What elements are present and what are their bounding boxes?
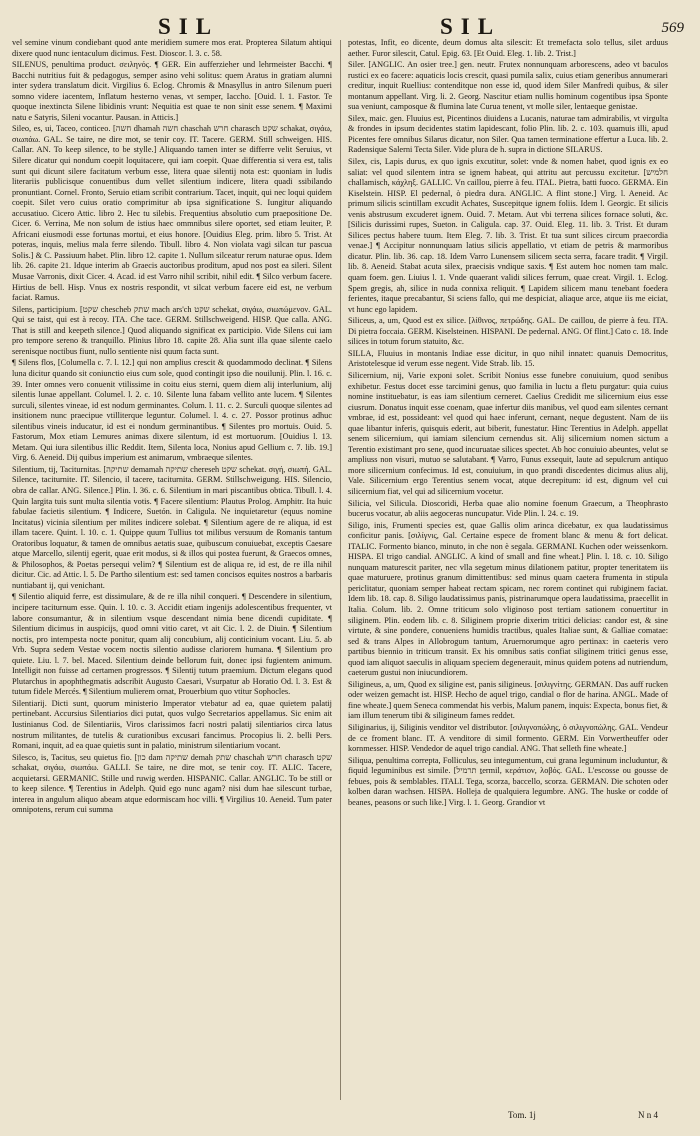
page-number: 569 xyxy=(661,20,684,36)
header-right-word: SIL xyxy=(440,14,502,39)
entry-paragraph: Silentiarij. Dicti sunt, quorum ministerio Imperator vtebatur ad ea, quae quietem palatij pertinebant. Accursius Silentiarios dici putat, quos vulgo Secretarios appellamus. Sic enim ait Iustinianus Cod. de Silentiariis, Viros clarissimos facri nostri palatij silentiarios circa latus nostrum militantes, de tutelis & curationibus excusari fancimus. Procopius li. 2. belli Pers. Romani, inquit, ad ea quae quietis sunt in palatio, ministrum silentiarium vocant. xyxy=(12,698,332,751)
entry-paragraph: ¶ Silens flos, [Columella c. 7. l. 12.] qui non amplius crescit & quodammodo declinat. ¶ Silens luna dicitur quando sit coniunctio eius cum sole, quod contingit ipso die nouilunij. Plin. l. 16. c. 39. Inter omnes vero conuenit vtilissime in coitu eius sterni, quem diem alij interlunium, alij silentis lunae appellant. Columel. l. 2. c. 10. Silente luna fabam vellito ante lucem. ¶ Silentes surculi, silentes vineae, id est nodum germinantes. Colum. l. 11. c. 2. Surculi quoque silentes ad insitionem nunc praecipue vtilliterque leguntur. Columel. l. 4. c. 27. Possor protinus adhuc silentibus vineis inducatur, id est ei nondum germinantibus. ¶ Silentes pro mortuis. Ouid. 5. Fastorum, Mox etiam Lemures animas dixere silentum, id est mortuorum. [Ouidius l. 13. Metam. Qui iura silentibus illic Reddit. Item, Silenta loca, Nonius apud Gellium c. 7. lib. 19.] Virg. 6. Aeneid. Dij quibus imperium est animarum, vmbraeque silentes. xyxy=(12,358,332,463)
left-column xyxy=(12,38,332,1103)
right-column xyxy=(348,38,668,1103)
entry-paragraph: vel semine vinum condiebant quod ante meridiem sumere mos erat. Propterea Silatum ahtiqui dixere quod nunc ientaculum dicimus. Fest. Dioscor. l. 3. c. 58. xyxy=(12,38,332,58)
entry-paragraph: Silens, participium. [שקט chescheb שתק mach ars'ch שקט schekat, σιγάω, σιωπώμενον. GAL. Qui se taist, qui est à recoy. ITA. Che tace. GERM. Stillschweigend. HISP. Que calla. ANG. That is still and keepeth silence.] Quod aliquando significat ex participio. Vide Silens cui iam pro tempore sereno & tranquillo. Plinius libro 18. capite 28. Alia sunt illa quae silente caelo serenisque noctibus fiunt, nullo sentiente nisi quum facta sunt. xyxy=(12,304,332,356)
entry-paragraph: Siliceus, a, um, Quod est ex silice. [λίθινος, πετρώδης. GAL. De caillou, de pierre à feu. ITA. Di pietra foccaia. GERM. Kiselsteinen. HISPANI. De pedernal. ANG. Of flint.] Cato c. 18. Inde silices in totum forum statuito, &c. xyxy=(348,316,668,347)
entry-paragraph: Silex, cis, Lapis durus, ex quo ignis excutitur, solet: vnde & nomen habet, quod ignis ex eo saliat: vel quod silentem intra se ignem habeat, qui attritu aut percussu excitetur. [חלמיש challamisch, κάχληξ. GALLIC. Vn caillou, pierre à feu. ITAL. Pietra, batti fuoco. GERMA. Ein Kiselstein. HISP. El pedernal, ò piedra dura. ANGLIC. A flint stone.] Virg. l. Aeneid. Ac primum silicis scintillam excudit Achates, Suscepitque ignem foliis. Idem l. Georgic. Et silicis venis abstrusum excuderet ignem. Ouid. 7. Metam. Aut vbi terrena silices fornace soluti, &c. [Silicis durissimi rupes, Sueton. in Caligula. cap. 37. Ouid. Eleg. 11. lib. 3. Trist. Et duram Silices pectus habere tuum. Item Eleg. 7. lib. 3. Trist. Et tua sunt silices circum praecordia venae.] ¶ Accipitur nonnunquam latius silicis appellatio, vt etiam de petris & marmoribus dicatur. Plin. lib. 36. cap. 18. Idem Varro Lunensem silicem secta serra, facare tradit. ¶ Virgil. lib. 8. Aeneid. Stabat acuta silex, praecisis vndique saxis. ¶ Est autem hoc nomen tam malc. quam foem. gen. Liuius l. 1. Vnde quaerant validi silices ferrum, quae creat. Virgil. 1. Eclog. Spem gregis, ah, silice in nuda connixa reliquit. ¶ Lapidem silicem manu tenebant foedera ferientes, itaque precabantur, Si sciens fallo, qui me despiciat, aliaque arce, atque iis me eiciat, vt hunc ego lapidem. xyxy=(348,157,668,314)
entry-paragraph: SILENUS, penultima product. σειληνός. ¶ GER. Ein aufferzieher und lehrmeister Bacchi. ¶ Bacchi nutritius fuit & pedagogus, semper asino vehi solitus: quem Aratus in gratiam alumni inter sydera translatum dicit. Virgilius 6. Eclog. Chromis & Mnasyllus in antro Silenum pueri somno videre iacentem, Inflatum hesterno venas, vt semper, Iaccho. [Ouid. l. 1. Fastor. Te quoque inextincta Silene libidinis vrunt: Nequitia est quae te non sinit esse senem. ¶ Maximi natu e Satyris, Sileni vocantur. Pausan. in Atticis.] xyxy=(12,60,332,122)
entry-paragraph: Silentium, tij, Taciturnitas. [שתיקה demamah שתיקה chereseh שקט schekat. σιγή, σιωπή. GAL. Silence, taciturnite. IT. Silencio, il tacere, taciturnita. GERM. Stillschweigung. HIS. Silencio, obra de callar. ANG. Silence.] Plin. l. 36. c. 6. Silentium in mari piscantibus obtica. Tibull. l. 4. Quin largita tuis sunt multa silentia votis. ¶ Facere silentium: Plautus Prolog. Amphitr. Ita huic fabulae facietis silentium. ¶ Indicere, Suetón. in Caligula. Ne inquietaretur (equus nomine Incitatus) vicinia silentium per milites indicere solebat. ¶ Silentium agere de re aliqua, id est illam tacere. Quint. l. 10. c. 1. Quippe quum Tullius tot milibus versuum de Romanis tantum Oratoribus loquatur, & tamen de omnibus aetatis suae, quibuscum conuiuebat, exceptis Caesare atque Marcello, silentij egerit, quae erit modus, si & illos qui postea fuerunt, & Graecos omnes, & Philosophos, & Poetas persequi velim? ¶ Silentium est de aliqua re, id est, de re illa nihil dicitur. Cic. ad Attic. l. 5. De Partho silentium est: sed tamen concisos equites nostros a barbaris nuntiabant ij, qui venichant. xyxy=(12,464,332,590)
entry-paragraph: SILLA, Fluuius in montanis Indiae esse dicitur, in quo nihil innatet: quanuis Democritus, Aristotelesque id verum esse negent. Vide Strab. lib. 15. xyxy=(348,348,668,369)
running-header xyxy=(0,12,700,40)
page-footer xyxy=(348,1110,668,1130)
entry-paragraph: Siliginarius, ij, Siliginis venditor vel distributor. [σιλιγνοπώλης, ὁ σιλιγνοπώλης. GAL. Vendeur de ce froment blanc. IT. A venditore di simil formento. GERM. Ein Vorwertheuffer oder kornmesser. HISP. Vendedor de aquel trigo candial. ANG. That selleth fine wheate.] xyxy=(348,723,668,754)
entry-paragraph: potestas, Infit, eo dicente, deum domus alta silescit: Et tremefacta solo tellus, silet arduus aether. Furor silescit, Catul. Epig. 63. [Et Ouid. Eleg. 1. lib. 2. Trist.] xyxy=(348,38,668,58)
entry-paragraph: Siliqua, penultima correpta, Folliculus, seu integumentum, cui grana leguminum includuntur, & fiquid leguminibus est simile. [תרמיל ṯermil, κεράτιον, λοβός. GAL. L'escosse ou gousse de febues, pois & semblables. ITALI. Tega, scorza, baccello, scorza. GERMAN. Die schoten oder kolben daran wachsen. HISPA. Holleja de qualquiera legumbre. ANG. The huske or codde of beanes, peasons or such like.] Virg. l. 1. Georg. Grandior vt xyxy=(348,755,668,807)
column-divider xyxy=(340,40,341,1100)
entry-paragraph: Siler. [ANGLIC. An osier tree.] gen. neutr. Frutex nonnunquam arborescens, adeo vt baculos rustici ex eo facere: aquaticis locis crescit, quasi pumila salix, cuius etiam generibus annumerari creditur, inquit Ruellius: contenditque non esse id, quod idem Siler Manfredi quibus, & siler montanum appellant. Virg. li. 2. Georg. Nascitur etiam nullis hominum cogentibus ipsa Sponte sua veniunt, camposque & flumina late Curua tenent, vt molle siler, lentaeque genistae. xyxy=(348,60,668,112)
tome-label: Tom. 1j xyxy=(508,1110,536,1120)
entry-paragraph: Siligo, inis, Frumenti species est, quae Gallis olim arinca dicebatur, ex qua laudatissimus conficitur panis. [σιλίγνις, Gal. Certaine espece de froment blanc & menu & fort delicat. ITALIC. Formento bianco, minuto, in che non è segala. GERMANI. Kuchen oder weissenkorn. HISPA. El trigo candial. ANGLIC. A kind of small and fine wheat.] Plin. l. 18. c. 10. Siligo nunquam maturescit pariter, nec vlla segetum minus dilationem patitur, propter teneritatem iis quae maturuere, protinus granum dimittentibus: sed minus quam caetera frumenta in stipula periclitatur, quoniam semper habeat rectam spicam, nec rorem continet qui rubiginem faciat. Idem lib. 18. cap. 8. Siligo laudatissimus panis, pistrinarumque opera laudatissima, praecellit in Italia. Colum. lib. 2. Omne triticum solo vliginoso post tertiam sationem conuertitur in siliginem. Plin. eodem lib. c. 8. Siliginem proprie dixerim tritici delicias: candor est, & sine virtute, & sine pondere, conueniens humidis tractibus, quales Italiae sunt, & Galliae comatae: sed & trans Alpes in Allobrogum tantum, Aruernorumque agro pertinax: in caeteris vero partibus biennio in triticum transit. Ex his omnibus satis confiat siliginem tritici genus esse, quod iam aliquot saeculis in aliquam speciem degenerauit, minus quidem potens ad nutriendum, caeterum gustui non iniucundiorem. xyxy=(348,520,668,678)
entry-paragraph: Sileo, es, ui, Taceo, conticeo. [חשה dhamah חשה chaschah חרש charasch שקט schakat, σιγάω, σιωπάω. GAL. Se taire, ne dire mot, se tenir coy. IT. Tacere. GERM. Still schweigen. HIS. Callar. AN. To keep silence, to be stylle.] Aliquando tamen inter se differre velit Seruius, vt Silere dicatur qui nondum coepit loquitacere, qui iam coepit. Quae differentia si vera est, talis sunt qui dicunt silere facitatum verbum esse, litera quae silentij nota est: quoniam in ludis literariis publicisque conuentibus dum vellet silentium indicere, litera quadi ssibilando pronuntiant. Cornel. Fronto, Seruio etiam scribit contrarium. Tacet, inquit, qui nec loqui quidem coepit. Silet vero cuius oratio comprimitur ab ipsa significatione S. Iungitur aliquando accusatiuo. Cicero Attic. libro 2. Hec tu silebis. Frequentius absolutio cum praepositione De. Cicer. 6. Verrina, Me non solum de istius haec ommnibus silere oportet, sed etiam leuiter, P. Africani eiusmodi esse fortunas mortui, et eius honore. [Ouidius Eleg. prim. libro 5. Trist. At poteras, inquis, melius mala ferre silendo. Tibull. libro 4. Non violata vagi silcan tur pascua Solis.] & C. Passiuum habet. Plin. libro 12. capite 1. Nullum silceatur rerum naturae opus. Idem lib. 26. capite 21. Idque interim ab Graecis auctoribus proditum, apud nos post ea sileri. Silent Musae Varronis, dixit Cicer. 4. Acad. id est Varro nihil scribit, nihil edit. ¶ Silco verbum facere. Hirtius de bell. Hisp. Vnus ex nostris respondit, vt silcat verbum facere eid est, ne verbum faciat. Ramus. xyxy=(12,124,332,303)
entry-paragraph: Silicernium, nij, Varie exponi solet. Scribit Nonius esse funebre conuiuium, quod senibus exhibetur. Festus docet esse tarcimini genus, quo familia in luctu a fletu purgatur: quia cuius nomine instituebatur, is eas iam silentium cerneret. Caelius Credidit me silicernium eius esse ciusrum. Donatus inquit esse coenam, quae infertur diis manibus, vel quod eam silentes cernant vmbrae, id est, possideant: vel quod qui haec inferunt, cernant, neque degustent. Nam de iis quae libantur inferis, quisquis ederit, aut biberit, funestatur. Hinc Terentius in Adelph. appellat senem silicernium, qui iamiam silencium cernendus sit. Alij silicernium nomen sictum a Terentio existimant pro sene, quod incuruatae silices spectet. Ab hoc conuiuio abeuntes, velut se ampliuss non visuri, mutuo se salutabant. ¶ Varro, Funus exsequit, laute ad sepulcrum antiquo more silicernium confecimus. Id est, conuiuium, in quo prandi discedentes dicimus alius alij, Vale. Silicernium ergo Terentius senem vocat, atque decrepitum: id est, dignum vel cui silicernium fiat, vel qui ad silicernium vocetur. xyxy=(348,370,668,496)
entry-paragraph: Silicia, vel Silicula. Dioscoridi, Herba quae alio nomine foenum Graecum, a Theophrasto bucerus vocatur, ab aliis aegoceras nuncupatur. Vide Plin. l. 24. c. 19. xyxy=(348,498,668,519)
entry-paragraph: ¶ Silentio aliquid ferre, est dissimulare, & de re illa nihil conqueri. ¶ Descendere in silentium, incipere taciturnum esse. Quin. l. 10. c. 3. Accidit etiam ingenijs adolescentibus frequenter, vt labore consumantur, & in silentium vsque descendant nimia bene dicendi cupiditate. ¶ Silentium dicimus in auspicijs, quod omni vitio caret, vt ait Cic. l. 2. de Diuin. ¶ Silentium noctis, pro intempesta nocte ponitur, quam alij concubium, alij conticinium vocant. Liu. 5. ab Vrb. Supra sedem Vestae vocem noctis silentio audisse clariorem humana. ¶ Silentium pro quiete. Liu. l. 7. bel. Maced. Silentium deinde bellorum fuit, donec ipsi fugientem animum. Intelligit non fuisse ad certamen progressos. ¶ Silentij tutum praemium. Dictum elegans quod Plutarchus in apophthegmatis adscribit Augusto Caesari, Vsurpatur ab Horatio Od. l. 3. Est & tutum fidele Mercés. ¶ Silentium mulierem ornat, Prouerbium quo vtitur Sophocles. xyxy=(12,592,332,697)
entry-paragraph: Silex, maic. gen. Fluuius est, Picentinos diuidens a Lucanis, naturae tam admirabilis, vt virgulta & frondes in ipsum decidentes statim lapidescant, folio Plin. lib. 2. c. 103. quamuis illi, apud Picentes fere omnibus Silarus dicatur, non Siler. Qua tamen terminatione effertur a Luca. lib. 2. Radensique Salerni Tecta Siler. Vide plura de h. supra in dictione SILARUS. xyxy=(348,113,668,155)
entry-paragraph: Siligineus, a, um, Quod ex siligine est, panis siligineus. [σιλιγνίτης. GERMAN. Das auff rucken oder weizen gemacht ist. HISP. Hecho de aquel trigo, candial o flor de harina. ANGL. Made of fine wheate.] quem Seneca commendat his verbis, Malum panem, inquis: Expecta, bonus fiet, & iam illum tenerum tibi & siligineum fames reddet. xyxy=(348,679,668,721)
signature-mark: N n 4 xyxy=(638,1110,658,1120)
header-left-word: SIL xyxy=(158,14,220,39)
entry-paragraph: Silesco, is, Tacitus, seu quietus fio. [כון dam שתיקה demah שתק chaschah חרש charasch שקט schakat, σιγάω, σιωπάω. GALLI. Se taire, ne dire mot, se tenir coy. IT. ALIC. Tacere, acquietarsi. GERMANIC. Stille und ruwig werden. HISPANIC. Callar. ANGLIC. To be still or to keep silence. ¶ Terentius in Adelph. Quid ego nunc agam? nisi dum hae silescunt turbae, interea in angulum aliquo abeam atque edormiscam hoc villi. ¶ Virgilius 10. Aeneid. Tum pater omnipotens, rerum cui summa xyxy=(12,752,332,815)
